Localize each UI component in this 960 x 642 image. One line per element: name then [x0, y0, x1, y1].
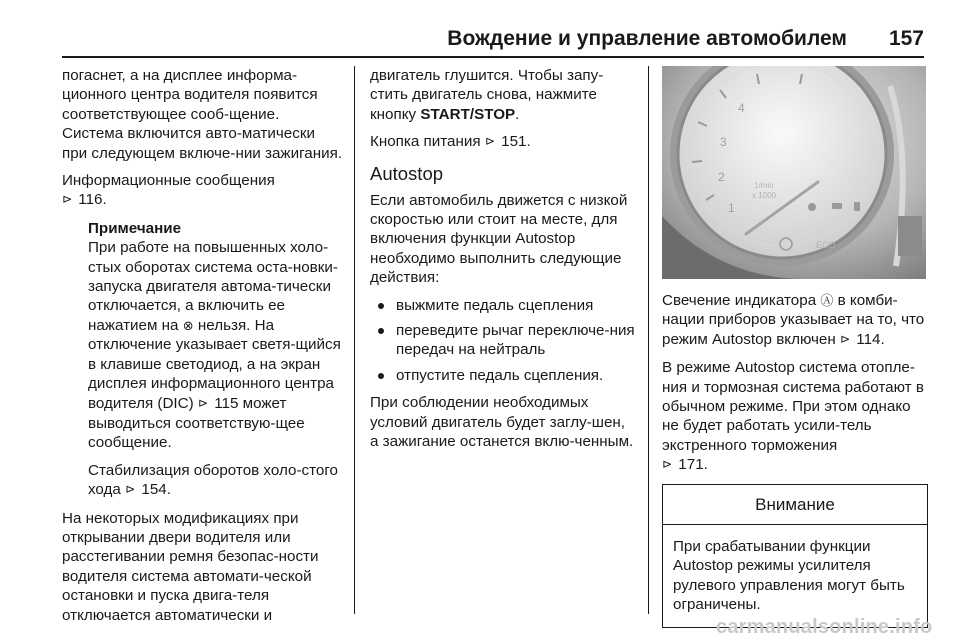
- section-heading: Autostop: [370, 162, 444, 184]
- paragraph: При соблюдении необходимых условий двигатель будет заглу-шен, а зажигание останется вклю-ченным.: [370, 394, 634, 451]
- paragraph-crossref: Кнопка питания ⊳ 151.: [370, 133, 531, 151]
- page-link[interactable]: 154.: [141, 481, 171, 499]
- header-title: Вождение и управление автомобилем: [447, 27, 847, 50]
- start-stop-label: START/STOP: [420, 105, 516, 123]
- autostop-indicator-icon: Ⓐ: [820, 293, 834, 308]
- arrow-ref-icon: ⊳: [125, 482, 136, 497]
- paragraph: На некоторых модификациях при открывании двери водителя или расстегивании ремня безопас-ности водителя система автомати-ческой остановки и пуска двига-теля отключается автоматически и: [62, 509, 319, 624]
- arrow-ref-icon: ⊳: [484, 134, 495, 149]
- autostop-off-icon: ⊗: [182, 317, 194, 333]
- arrow-ref-icon: ⊳: [839, 331, 851, 346]
- page-number: 157: [888, 27, 924, 50]
- page-link[interactable]: 114.: [856, 330, 885, 348]
- gauge-label: 4: [738, 101, 745, 115]
- gauge-label: 3: [720, 135, 727, 149]
- column-middle: [370, 66, 636, 460]
- gauge-label: 2: [718, 170, 725, 184]
- column-right: [662, 66, 928, 628]
- instrument-cluster-photo: [662, 66, 926, 279]
- paragraph: В режиме Autostop система отопле-ния и тормозная система работают в обычном режиме. При этом однако не будет работать усили-тель экстренного торможения ⊳ 171.: [662, 359, 924, 474]
- paragraph: двигатель глушится. Чтобы запу-стить двигатель снова, нажмите кнопку START/STOP.: [370, 67, 604, 123]
- list-item: переведите рычаг переключе-ния передач на нейтраль: [370, 321, 636, 360]
- gauge-label: 1: [728, 201, 735, 215]
- note-paragraph: Стабилизация оборотов холо-стого хода ⊳ 154.: [88, 461, 338, 499]
- column-left: [62, 66, 344, 633]
- eco-label: ECO: [816, 240, 836, 250]
- column-divider: [648, 66, 649, 614]
- arrow-ref-icon: ⊳: [197, 395, 208, 410]
- list-item: выжмите педаль сцепления: [370, 296, 636, 315]
- warning-text: При срабатывании функции Autostop режимы усилителя рулевого управления могут быть ограничены.: [673, 538, 905, 614]
- warning-title: Внимание: [663, 485, 927, 525]
- paragraph: Свечение индикатора Ⓐ в комби-нации приборов указывает на то, что режим Autostop включен ⊳ 114.: [662, 292, 925, 348]
- note-block: [62, 219, 344, 501]
- column-divider: [354, 66, 355, 614]
- note-paragraph: При работе на повышенных холо-стых оборотах система оста-новки-запуска двигателя автома-тически отключается, а включить ее нажатием на ⊗ нельзя. На отключение указывает светя-щийся в клавише светодиод, а на экран дисплея информационного центра водителя (DIC) ⊳ 115 может выводиться соответствую-щее сообщение.: [88, 239, 341, 452]
- page-header: [62, 22, 924, 58]
- paragraph: погаснет, а на дисплее информа-ционного центра водителя появится соответствующее сооб-щение. Система включится авто-матически при следующем включе-нии зажигания.: [62, 67, 343, 162]
- note-title: Примечание: [88, 219, 182, 237]
- watermark: carmanualsonline.info: [716, 616, 933, 638]
- list-item: отпустите педаль сцепления.: [370, 366, 636, 385]
- gauge-unit: 1/min: [754, 181, 774, 190]
- page-link[interactable]: 115: [214, 394, 239, 412]
- warning-box: [662, 484, 928, 628]
- page-link[interactable]: 171.: [678, 456, 708, 474]
- paragraph: Если автомобиль движется с низкой скоростью или стоит на месте, для включения функции Autostop необходимо выполнить следующие действия:: [370, 191, 628, 287]
- page-link[interactable]: 116.: [78, 191, 107, 209]
- tachometer-illustration: [662, 66, 926, 279]
- gauge-unit: x 1000: [752, 191, 777, 200]
- page-link[interactable]: 151.: [501, 133, 531, 151]
- bullet-list: [370, 296, 636, 386]
- paragraph-crossref: Информационные сообщения ⊳ 116.: [62, 172, 275, 209]
- arrow-ref-icon: ⊳: [662, 457, 673, 472]
- arrow-ref-icon: ⊳: [62, 192, 73, 207]
